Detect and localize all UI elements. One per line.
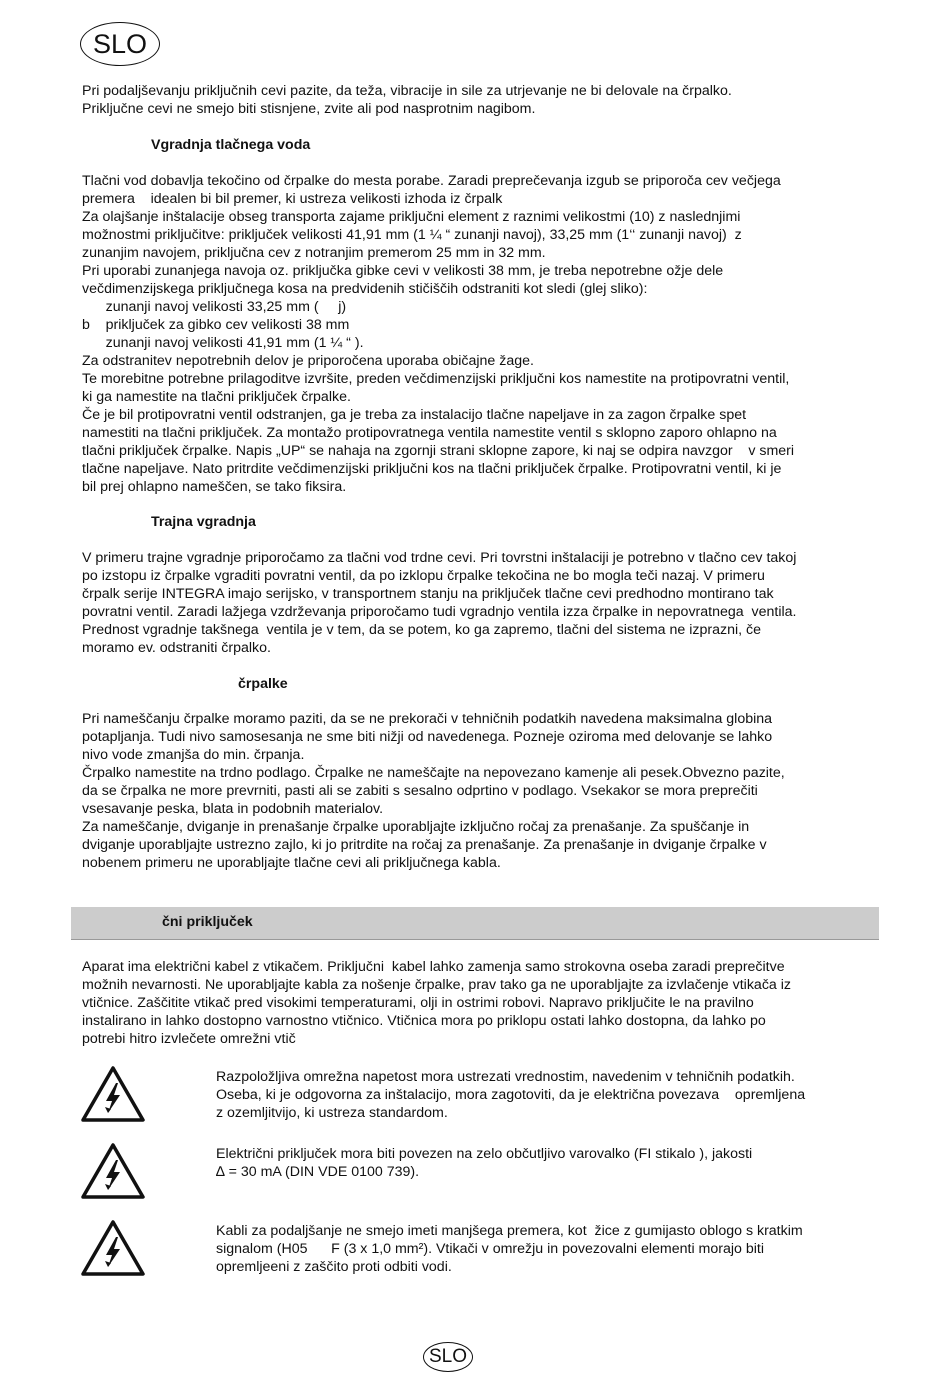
intro-line: Pri podaljševanju priključnih cevi pazite, da teža, vibracije in sile za utrjevanje ne bi delovale na črpalko. [82,83,732,99]
body-line: vtičnice. Zaščitite vtikač pred visokimi temperaturami, olji in ostrimi robovi. Napravo priključite le na pravilno [82,995,754,1011]
body-line: možnostmi priključitve: priključek velikosti 41,91 mm (1 ¼ “ zunanji navoj), 33,25 mm (1‘‘ zunanji navoj) z [82,227,742,243]
body-line: zunanji navoj velikosti 41,91 mm (1 ¼ “ ). [82,335,364,351]
section-electrical-body [82,958,872,1048]
body-line: namestiti na tlačni priključek. Za montažo protipovratnega ventila namestite ventil s sklopno zaporo ohlapno na [82,425,777,441]
section-bar-title: čni priključek [162,914,253,930]
warning-line: ∆ = 30 mA (DIN VDE 0100 739). [216,1164,420,1180]
section-permanent-installation-body [82,549,872,657]
body-line: možnih nevarnosti. Ne uporabljajte kabla za nošenje črpalke, prav tako ga ne uporabljajte za izvlačenje vtikača iz [82,977,791,993]
body-line: Pri uporabi zunanjega navoja oz. priključka gibke cevi v velikosti 38 mm, je treba nepotrebne ožje dele [82,263,724,279]
body-line: Za nameščanje, dviganje in prenašanje črpalke uporabljajte izključno ročaj za prenašanje. Za spuščanje in [82,819,750,835]
body-line: večdimenzijskega priključnega kosa na predvidenih stičiščih odstraniti kot sledi (glej sliko): [82,281,648,297]
body-line: potrebi hitro izvlečete omrežni vtič [82,1031,296,1047]
section-heading-permanent-installation: Trajna vgradnja [151,514,256,530]
warning-line: opremljeeni z zaščito proti odbiti vodi. [216,1259,452,1275]
warning-text-block [216,1068,876,1122]
body-line: Te morebitne potrebne prilagoditve izvršite, preden večdimenzijski priključni kos namestite na protipovratni ventil, [82,371,790,387]
intro-paragraph [82,82,872,118]
warning-line: Razpoložljiva omrežna napetost mora ustrezati vrednostim, navedenim v tehničnih podatkih. [216,1069,795,1085]
body-line: da se črpalka ne more prevrniti, pasti ali se zabiti s sesalno odprtino v podlago. Vsekakor se mora preprečiti [82,783,758,799]
electric-hazard-warning-icon [80,1142,146,1200]
section-heading-pressure-line: Vgradnja tlačnega voda [151,137,311,153]
electric-hazard-warning-icon [80,1065,146,1123]
body-line: Za olajšanje inštalacije obseg transporta zajame priključni element z raznimi velikostmi (10) z naslednjimi [82,209,741,225]
body-line: črpalk serije INTEGRA imajo serijsko, v transportnem stanju na priključek tlačne cevi predhodno montirano tak [82,586,774,602]
body-line: instalirano in lahko dostopno varnostno vtičnico. Vtičnica mora po priklopu ostati lahko dostopna, da lahko po [82,1013,766,1029]
body-line: po izstopu iz črpalke vgraditi povratni ventil, da po izklopu črpalke tekočina ne bo mogla teči nazaj. V primeru [82,568,765,584]
section-bar-electrical-connection [71,907,879,940]
body-line: Če je bil protipovratni ventil odstranjen, ga je treba za instalacijo tlačne napeljave in za zagon črpalke spet [82,407,747,423]
body-line: povratni ventil. Zaradi lažjega vzdrževanja priporočamo tudi vgradnjo ventila izza črpalke in nepovratnega ventila. [82,604,797,620]
warning-line: Kabli za podaljšanje ne smejo imeti manjšega premera, kot žice z gumijasto oblogo s kratkim [216,1223,803,1239]
body-line: Aparat ima električni kabel z vtikačem. Priključni kabel lahko zamenja samo strokovna oseba zaradi preprečitve [82,959,785,975]
body-line: nivo vode zmanjša do min. črpanja. [82,747,305,763]
body-line: nobenem primeru ne uporabljajte tlačne cevi ali priključnega kabla. [82,855,501,871]
body-line: moramo ev. odstraniti črpalko. [82,640,271,656]
intro-line: Priključne cevi ne smejo biti stisnjene, zvite ali pod nasprotnim nagibom. [82,101,536,117]
body-line: premera idealen bi bil premer, ki ustreza velikosti izhoda iz črpalk [82,191,503,207]
body-line: V primeru trajne vgradnje priporočamo za tlačni vod trdne cevi. Pri tovrstni inštalaciji je potrebno v tlačno cev takoj [82,550,797,566]
language-badge-bottom: SLO [423,1342,473,1372]
body-line: dviganje uporabljajte ustrezno zajlo, ki jo pritrdite na ročaj za prenašanje. Za prenašanje in dviganje črpalke v [82,837,767,853]
warning-line: signalom (H05 F (3 x 1,0 mm²). Vtikači v omrežju in povezovalni elementi morajo biti [216,1241,764,1257]
warning-line: Električni priključek mora biti povezen na zelo občutljivo varovalko (FI stikalo ), jakosti [216,1146,753,1162]
body-line: Pri nameščanju črpalke moramo paziti, da se ne prekorači v tehničnih podatkih navedena maksimalna globina [82,711,773,727]
body-line: vsesavanje peska, blata in podobnih materialov. [82,801,384,817]
body-line: b priključek za gibko cev velikosti 38 mm [82,317,350,333]
warning-text-block [216,1222,876,1276]
body-line: Tlačni vod dobavlja tekočino od črpalke do mesta porabe. Zaradi preprečevanja izgub se priporoča cev večjega [82,173,781,189]
warning-text-block [216,1145,876,1181]
body-line: zunanjim navojem, priključna cev z notranjim premerom 25 mm in 32 mm. [82,245,546,261]
body-line: tlačne napeljave. Nato pritrdite večdimenzijski priključni kos na tlačni priključek črpalke. Protipovratni ventil, ki je [82,461,782,477]
language-badge-top: SLO [80,22,160,66]
section-pressure-line-body [82,172,872,496]
body-line: tlačni priključek črpalke. Napis „UP“ se nahaja na zgornji strani sklopne zapore, ki naj se odpira navzgor v smeri [82,443,795,459]
body-line: Črpalko namestite na trdno podlago. Črpalke ne nameščajte na nepovezano kamenje ali pesek.Obvezno pazite, [82,765,785,781]
body-line: bil prej ohlapno nameščen, se tako fiksira. [82,479,347,495]
warning-line: Oseba, ki je odgovorna za inštalacijo, mora zagotoviti, da je električna povezava opremljena [216,1087,806,1103]
electric-hazard-warning-icon [80,1219,146,1277]
body-line: Za odstranitev nepotrebnih delov je priporočena uporaba običajne žage. [82,353,534,369]
warning-line: z ozemljitvijo, ki ustreza standardom. [216,1105,448,1121]
body-line: zunanji navoj velikosti 33,25 mm ( j) [82,299,347,315]
section-pump-body [82,710,872,872]
section-heading-pump: črpalke [238,676,288,692]
body-line: Prednost vgradnje takšnega ventila je v tem, da se potem, ko ga zapremo, tlačni del sistema ne izprazni, če [82,622,761,638]
body-line: potapljanja. Tudi nivo samosesanja ne sme biti nižji od navedenega. Pozneje oziroma med delovanje se lahko [82,729,773,745]
body-line: ki ga namestite na tlačni priključek črpalke. [82,389,351,405]
